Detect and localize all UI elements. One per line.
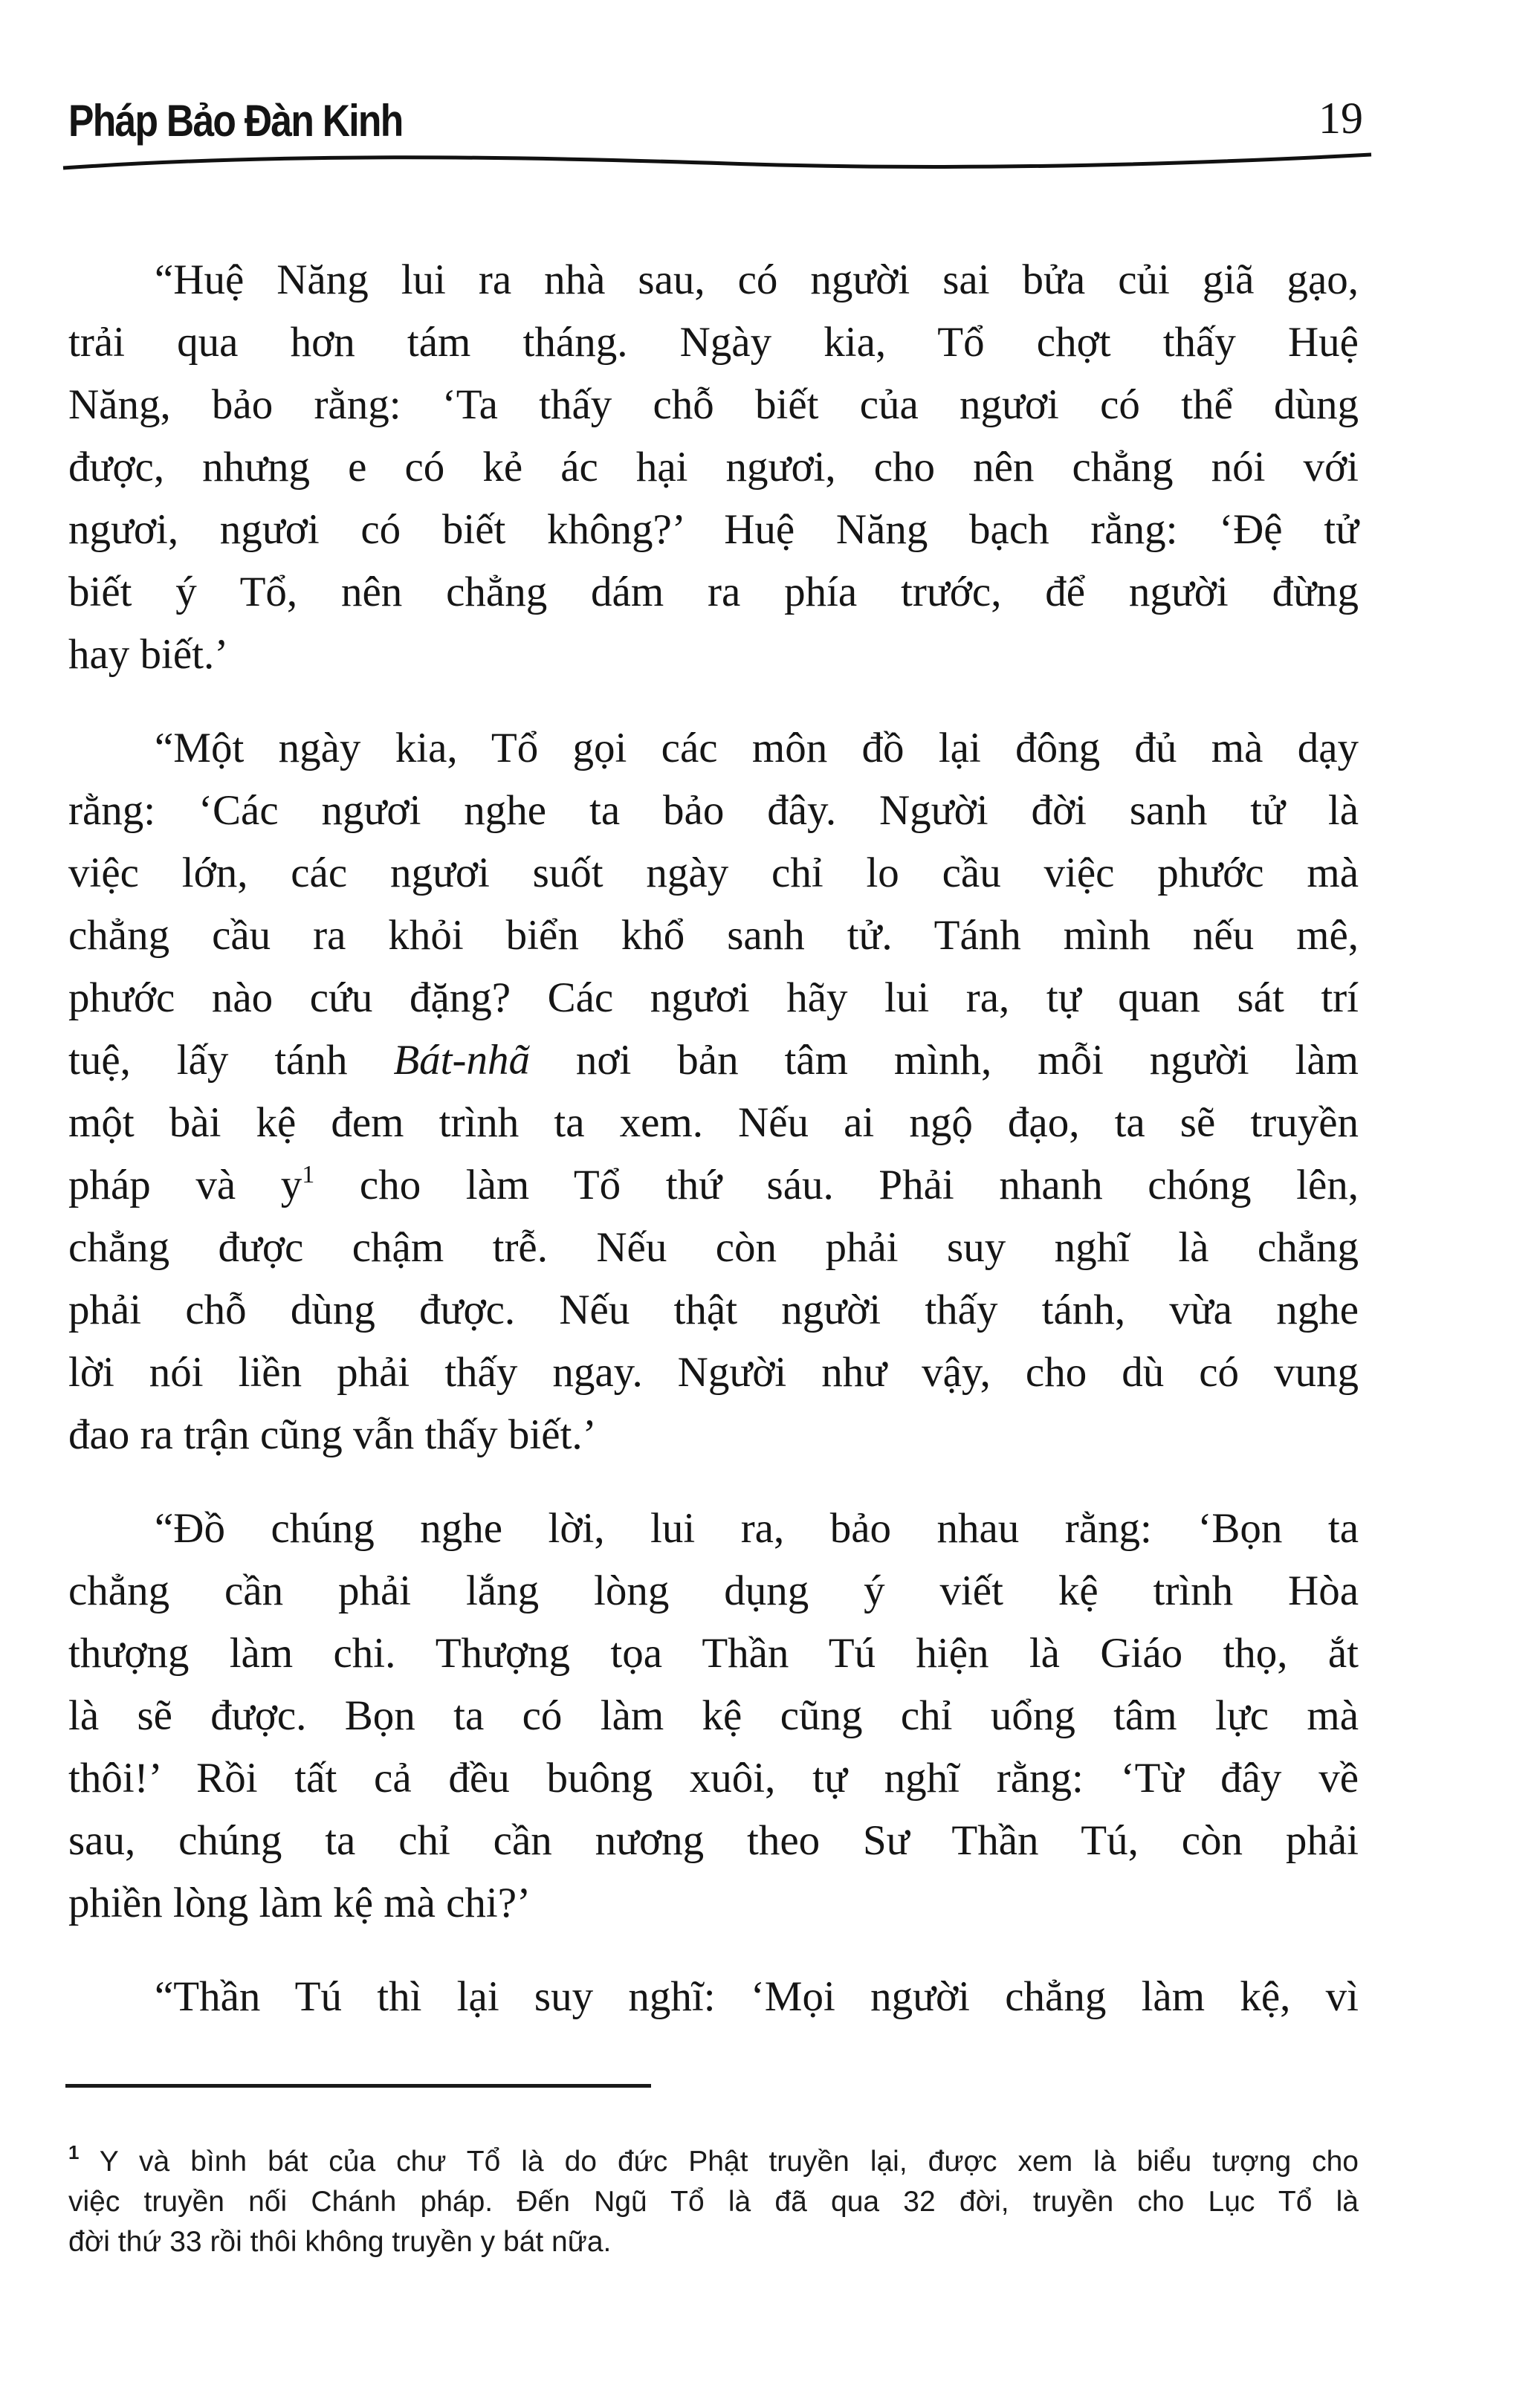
text-run: việc lớn, các ngươi suốt ngày chỉ lo cầu việc phước mà <box>68 849 1359 896</box>
text-line <box>68 842 1359 904</box>
paragraph <box>68 249 1359 686</box>
text-run: chẳng được chậm trễ. Nếu còn phải suy nghĩ là chẳng <box>68 1224 1359 1271</box>
text-run: đao ra trận cũng vẫn thấy biết.’ <box>68 1411 597 1458</box>
text-run: thượng làm chi. Thượng tọa Thần Tú hiện là Giáo thọ, ắt <box>68 1630 1359 1677</box>
text-line <box>68 780 1359 842</box>
text-run: lời nói liền phải thấy ngay. Người như vậy, cho dù có vung <box>68 1349 1359 1396</box>
text-line <box>68 1685 1359 1747</box>
text-line <box>68 311 1359 374</box>
text-line <box>68 1560 1359 1622</box>
text-run: nơi bản tâm mình, mỗi người làm <box>530 1037 1359 1084</box>
text-line <box>68 561 1359 624</box>
paragraph <box>68 1498 1359 1935</box>
text-run: rằng: ‘Các ngươi nghe ta bảo đây. Người đời sanh tử là <box>68 787 1359 834</box>
page-number: 19 <box>1318 94 1363 143</box>
text-line <box>68 2182 1359 2222</box>
text-run: ngươi, ngươi có biết không?’ Huệ Năng bạch rằng: ‘Đệ tử <box>68 506 1359 553</box>
text-run: trải qua hơn tám tháng. Ngày kia, Tổ chợt thấy Huệ <box>68 319 1359 366</box>
text-run: là sẽ được. Bọn ta có làm kệ cũng chỉ uổng tâm lực mà <box>68 1692 1359 1739</box>
footnote-marker: 1 <box>68 2141 80 2163</box>
text-line <box>68 374 1359 436</box>
book-title: Pháp Bảo Đàn Kinh <box>68 96 403 146</box>
text-run: “Huệ Năng lui ra nhà sau, có người sai bửa củi giã gạo, <box>155 256 1359 303</box>
text-run: thôi!’ Rồi tất cả đều buông xuôi, tự nghĩ rằng: ‘Từ đây về <box>68 1755 1359 1802</box>
text-run: phước nào cứu đặng? Các ngươi hãy lui ra, tự quan sát trí <box>68 974 1359 1021</box>
text-line <box>68 904 1359 967</box>
text-run: một bài kệ đem trình ta xem. Nếu ai ngộ đạo, ta sẽ truyền <box>68 1099 1359 1146</box>
text-run: cho làm Tổ thứ sáu. Phải nhanh chóng lên, <box>314 1162 1359 1208</box>
text-line <box>68 1279 1359 1341</box>
text-line <box>68 1217 1359 1279</box>
text-run: sau, chúng ta chỉ cần nương theo Sư Thần Tú, còn phải <box>68 1817 1359 1864</box>
body-text <box>68 249 1359 2059</box>
italic-term: Bát-nhã <box>393 1037 530 1084</box>
text-line <box>68 1747 1359 1810</box>
text-line <box>68 2222 1359 2262</box>
text-run: “Một ngày kia, Tổ gọi các môn đồ lại đông đủ mà dạy <box>155 725 1359 771</box>
text-line <box>68 1498 1359 1560</box>
text-run: phải chỗ dùng được. Nếu thật người thấy tánh, vừa nghe <box>68 1286 1359 1333</box>
text-run: pháp và y <box>68 1162 302 1208</box>
text-run: Y và bình bát của chư Tổ là do đức Phật truyền lại, được xem là biểu tượng cho <box>79 2146 1359 2178</box>
text-line <box>68 1154 1359 1217</box>
text-line <box>68 2142 1359 2182</box>
footnote <box>68 2142 1359 2262</box>
text-run: đời thứ 33 rồi thôi không truyền y bát nữa. <box>68 2226 612 2258</box>
text-line <box>68 1341 1359 1404</box>
text-line <box>68 967 1359 1029</box>
text-line <box>68 624 1359 686</box>
footnote-marker: 1 <box>302 1161 315 1188</box>
text-run: việc truyền nối Chánh pháp. Đến Ngũ Tổ là đã qua 32 đời, truyền cho Lục Tổ là <box>68 2186 1359 2218</box>
text-run: phiền lòng làm kệ mà chi?’ <box>68 1880 531 1926</box>
text-line <box>68 1966 1359 2028</box>
text-line <box>68 1029 1359 1092</box>
header-rule <box>59 146 1375 175</box>
text-run: “Đồ chúng nghe lời, lui ra, bảo nhau rằng: ‘Bọn ta <box>155 1505 1359 1552</box>
text-line <box>68 1810 1359 1872</box>
text-line <box>68 717 1359 780</box>
text-run: chẳng cần phải lắng lòng dụng ý viết kệ trình Hòa <box>68 1567 1359 1614</box>
paragraph <box>68 1966 1359 2028</box>
text-line <box>68 1872 1359 1935</box>
footnote-rule <box>65 2084 651 2088</box>
text-run: tuệ, lấy tánh <box>68 1037 394 1084</box>
paragraph <box>68 717 1359 1466</box>
text-run: Năng, bảo rằng: ‘Ta thấy chỗ biết của ngươi có thể dùng <box>68 381 1359 428</box>
text-run: “Thần Tú thì lại suy nghĩ: ‘Mọi người chẳng làm kệ, vì <box>155 1973 1359 2020</box>
text-line <box>68 1622 1359 1685</box>
text-run: chẳng cầu ra khỏi biển khổ sanh tử. Tánh mình nếu mê, <box>68 912 1359 959</box>
text-line <box>68 249 1359 311</box>
text-run: được, nhưng e có kẻ ác hại ngươi, cho nên chẳng nói với <box>68 444 1359 491</box>
text-line <box>68 1404 1359 1466</box>
text-line <box>68 1092 1359 1154</box>
text-run: biết ý Tổ, nên chẳng dám ra phía trước, để người đừng <box>68 569 1359 615</box>
text-line <box>68 436 1359 499</box>
text-line <box>68 499 1359 561</box>
text-run: hay biết.’ <box>68 631 229 678</box>
